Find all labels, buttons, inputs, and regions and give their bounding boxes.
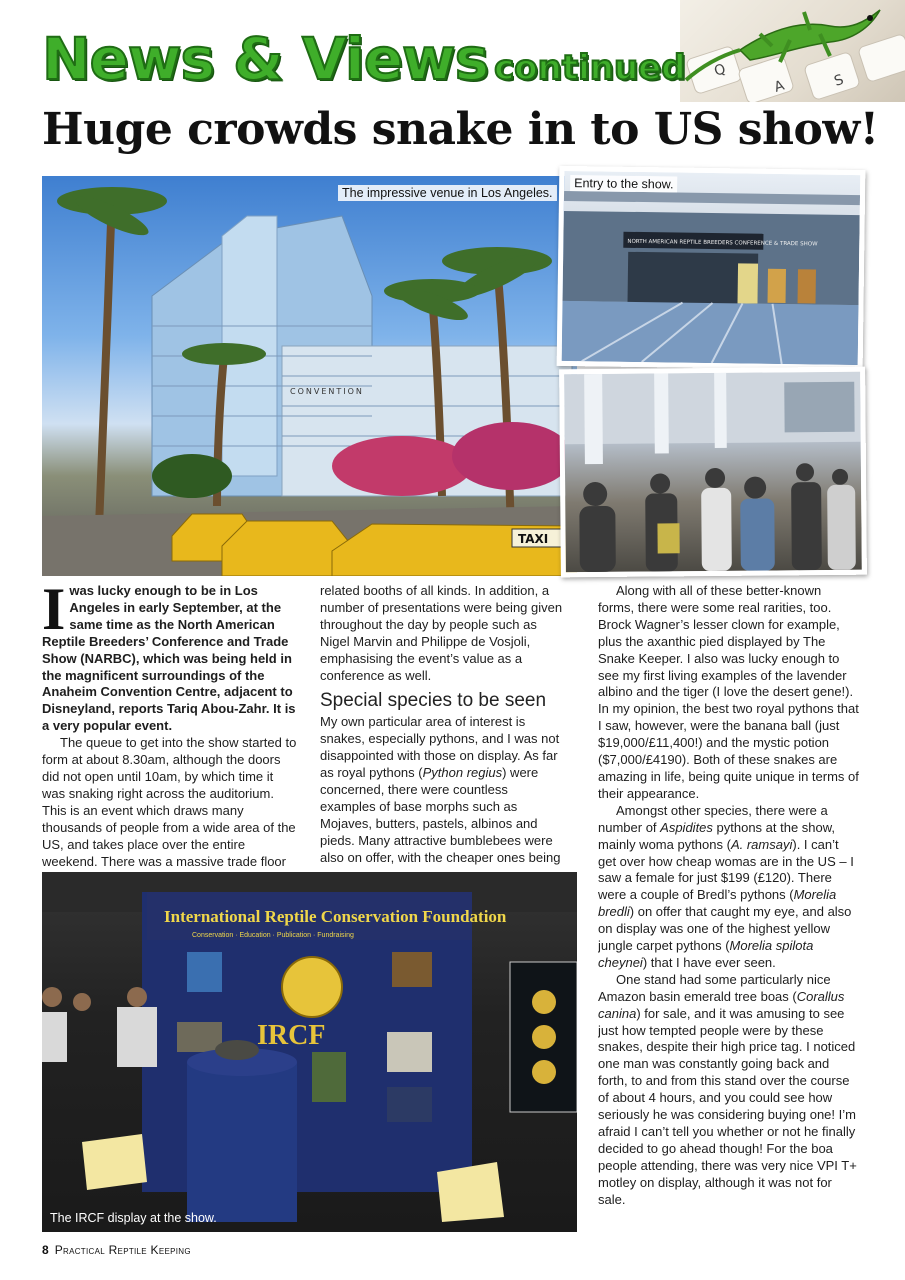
article-paragraph-2: My own particular area of interest is snakes, especially pythons, and I was not disappointed with those on display. As far as royal pythons (Python regius) were concerned, there were countless examples of base morphs such as Mojaves, butters, pastels, albinos and pieds. Many attractive bumblebees were also on offer, with the cheaper ones being	[320, 714, 561, 865]
article-paragraph-3: Along with all of these better-known forms, there were some real rarities, too. Brock Wagner’s lesser clown for example, plus the axanthic pied displayed by The Snake Keeper. I also was lucky enough to see my first living examples of the lavender albino and the tiger (I love the desert gene!). In my opinion, the best two royal pythons that I saw, however, were the banana ball (just $19,000/£11,400!) and the mystic potion ($7,000/£4190). Both of these snakes are amazing in life, being quite unique in terms of their appearance.	[598, 583, 859, 801]
ircf-tagline: Conservation · Education · Publication · Fundraising	[192, 932, 354, 939]
crowd-photo	[559, 367, 867, 578]
lizard-keyboard-photo	[680, 0, 905, 102]
ircf-logo: IRCF	[257, 1020, 326, 1051]
page-footer	[42, 1243, 191, 1257]
venue-photo	[42, 176, 577, 576]
article-column-1	[42, 583, 299, 868]
article-column-3	[598, 583, 860, 1239]
entry-caption: Entry to the show.	[570, 175, 678, 192]
article-paragraph-1-continued: related booths of all kinds. In addition, a number of presentations were being given throughout the day by people such as Nigel Marvin and Philippe de Vosjoli, emphasising the event’s value as a conference as well.	[320, 583, 563, 683]
svg-text:S: S	[832, 71, 846, 90]
svg-text:Q: Q	[712, 61, 728, 80]
section-title	[42, 25, 686, 93]
venue-caption: The impressive venue in Los Angeles.	[338, 185, 557, 201]
ircf-scene	[42, 872, 577, 1232]
ircf-banner: International Reptile Conservation Foundation	[164, 907, 507, 926]
article-subheading: Special species to be seen	[320, 690, 547, 712]
crowd-scene	[564, 372, 862, 573]
svg-text:A: A	[772, 77, 787, 96]
article-paragraph-5: One stand had some particularly nice Amazon basin emerald tree boas (Corallus canina) for sale, and it was amusing to see just how tempted people were by these snakes, despite their high price tag. I noticed one man was constantly going back and forth, to and from this stand over the course of about 4 hours, and you could see how seriously he was considering buying one! I’m afraid I can’t tell you whether or not he finally decided to go ahead though! For the boa people attending, there was very nice VPI T+ motley on display, although it was not for sale.	[598, 971, 857, 1207]
magazine-name: Practical Reptile Keeping	[54, 1243, 191, 1257]
entry-scene	[562, 171, 861, 365]
article-paragraph-1: The queue to get into the show started to form at about 8.30am, although the doors did not open until 10am, by which time it was snaking right across the auditorium. This is an event which draws many thousands of people from a wide area of the US, and takes place over the entire weekend. There was a massive trade floor	[42, 735, 297, 868]
ircf-caption: The IRCF display at the show.	[50, 1211, 217, 1225]
lizard-illustration	[680, 0, 905, 102]
convention-sign: CONVENTION	[290, 387, 364, 396]
article-headline: Huge crowds snake in to US show!	[42, 104, 879, 155]
ircf-photo	[42, 872, 577, 1232]
article-intro: was lucky enough to be in Los Angeles in early September, at the same time as the North American Reptile Breeders’ Conference and Trade Show (NARBC), which was being held in the magnificent surroundings of the Anaheim Convention Centre, adjacent to Disneyland, reports Tariq Abou-Zahr. It is a very popular event.	[42, 583, 296, 734]
section-continued: continued	[494, 48, 686, 88]
taxi-sign: TAXI	[518, 532, 549, 546]
entry-banner: NORTH AMERICAN REPTILE BREEDERS CONFERENCE & TRADE SHOW	[627, 238, 818, 248]
page-number: 8	[42, 1243, 49, 1257]
venue-scene	[42, 176, 577, 576]
article-column-2	[320, 583, 566, 868]
drop-cap: I	[42, 583, 66, 642]
entry-photo	[557, 166, 866, 370]
section-name: News & Views	[42, 25, 489, 93]
article-paragraph-4: Amongst other species, there were a number of Aspidites pythons at the show, mainly woma pythons (A. ramsayi). I can’t get over how cheap womas are in the US – I saw a female for just $199 (£120). There were a couple of Bredl’s pythons (Morelia bredli) on offer that caught my eye, and also on display was one of the highest yellow jungle carpet pythons (Morelia spilota cheynei) that I have ever seen.	[598, 802, 854, 970]
